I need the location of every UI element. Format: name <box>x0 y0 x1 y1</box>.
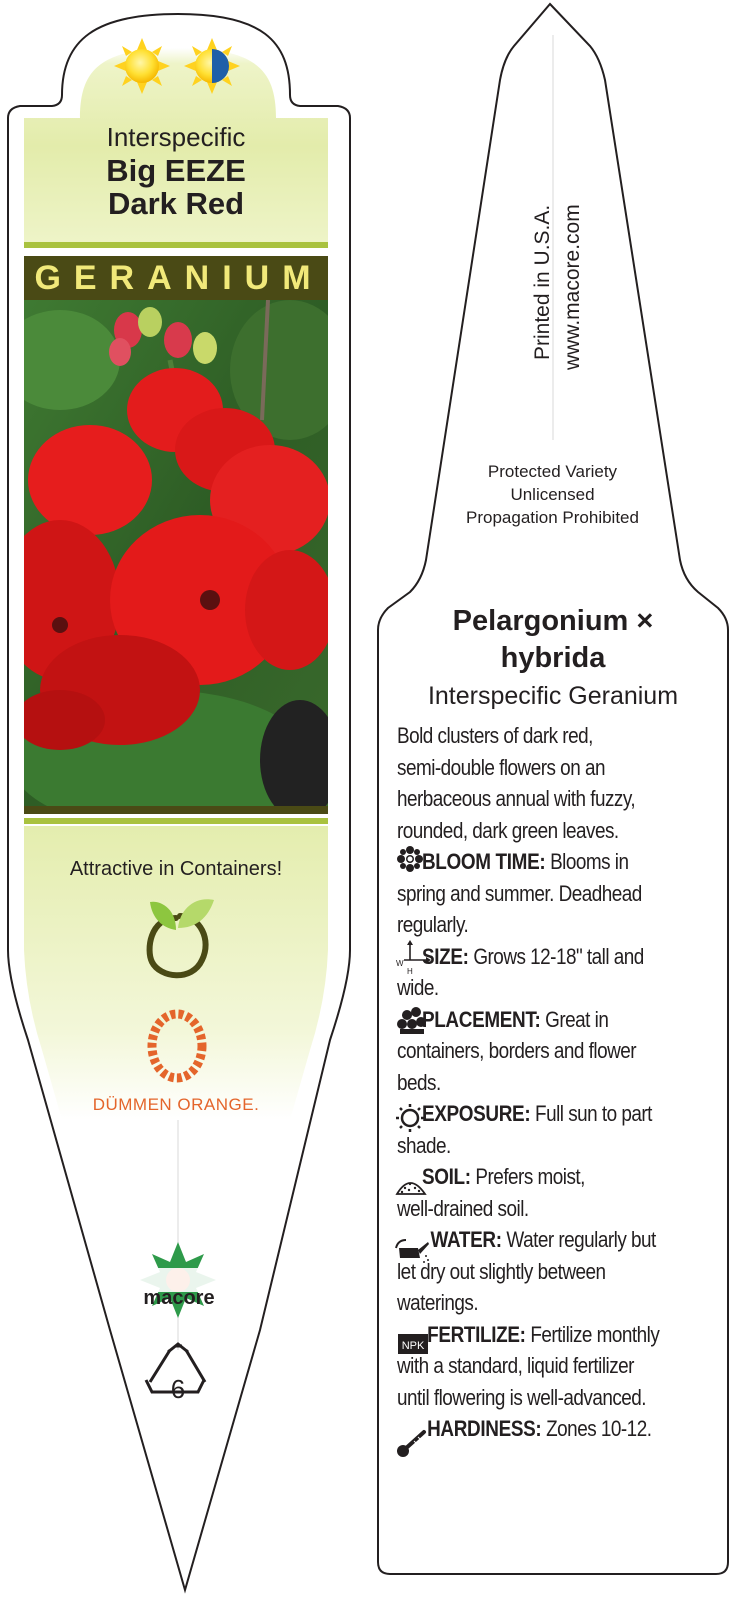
bloom-time-row <box>397 846 724 878</box>
exposure-label: EXPOSURE: <box>421 1101 531 1126</box>
description-line: semi-double flowers on an <box>397 754 605 780</box>
geranium-photo <box>0 300 350 830</box>
bloom-text: Blooms in <box>545 849 629 874</box>
soil-label: SOIL: <box>421 1164 471 1189</box>
common-name: Interspecific Geranium <box>427 682 679 710</box>
exposure-row <box>397 1098 724 1130</box>
water-label: WATER: <box>430 1227 502 1252</box>
bloom-text: regularly. <box>397 912 469 937</box>
soil-text: well-drained soil. <box>397 1195 529 1221</box>
notice-line: Protected Variety <box>487 462 618 481</box>
care-text <box>397 720 724 1445</box>
photo-stripe-bottom-dark <box>24 806 328 814</box>
water-text: waterings. <box>397 1290 479 1315</box>
size-row <box>397 941 724 973</box>
printed-in: Printed in U.S.A. <box>531 204 554 360</box>
notice-line: Unlicensed <box>510 485 595 504</box>
variety-name-line2: Dark Red <box>107 186 245 221</box>
recycle-code: 6 <box>170 1374 186 1404</box>
description-line: herbaceous annual with fuzzy, <box>397 786 636 811</box>
placement-text: containers, borders and flower <box>397 1038 637 1063</box>
hardiness-text: Zones 10-12. <box>541 1416 652 1441</box>
botanical-name-line1: Pelargonium × <box>452 605 654 637</box>
fertilize-text: Fertilize monthly <box>525 1321 660 1347</box>
breeder-name: DÜMMEN ORANGE. <box>92 1095 260 1114</box>
exposure-text: shade. <box>397 1132 451 1158</box>
hardiness-row <box>397 1413 724 1445</box>
website: www.macore.com <box>561 204 584 370</box>
variety-prefix: Interspecific <box>106 122 246 152</box>
water-row <box>397 1224 724 1256</box>
fertilize-text: with a standard, liquid fertilizer <box>397 1353 634 1378</box>
tagline: Attractive in Containers! <box>69 858 283 880</box>
botanical-name-line2: hybrida <box>500 642 606 674</box>
description-line: rounded, dark green leaves. <box>397 817 619 843</box>
svg-text:W: W <box>396 959 404 968</box>
notice-line: Propagation Prohibited <box>466 508 639 527</box>
variety-name-line1: Big EEZE <box>106 153 246 188</box>
size-label: SIZE: <box>421 943 469 969</box>
macore-logo-text: macore <box>143 1287 215 1309</box>
placement-row <box>397 1004 724 1036</box>
water-text: Water regularly but <box>501 1227 656 1252</box>
size-text: wide. <box>397 975 439 1000</box>
genus-label: GERANIUM <box>34 259 324 297</box>
placement-label: PLACEMENT: <box>421 1006 541 1032</box>
bloom-time-label: BLOOM TIME: <box>421 849 546 874</box>
size-text: Grows 12-18" tall and <box>468 943 644 969</box>
soil-row <box>397 1161 724 1193</box>
full-sun-icon <box>114 38 170 94</box>
description-line: Bold clusters of dark red, <box>397 723 593 748</box>
placement-text: beds. <box>397 1069 441 1095</box>
soil-text: Prefers moist, <box>470 1164 585 1189</box>
exposure-text: Full sun to part <box>530 1101 652 1126</box>
title-stripe <box>24 242 328 248</box>
svg-text:H: H <box>407 967 413 976</box>
placement-text: Great in <box>540 1006 609 1032</box>
fertilize-text: until flowering is well-advanced. <box>397 1384 647 1410</box>
fertilize-label: FERTILIZE: <box>427 1321 526 1347</box>
fertilize-row <box>397 1319 724 1351</box>
water-text: let dry out slightly between <box>397 1258 606 1284</box>
svg-text:NPK: NPK <box>401 1340 425 1352</box>
part-sun-icon <box>184 38 240 94</box>
hardiness-label: HARDINESS: <box>427 1416 542 1441</box>
bloom-text: spring and summer. Deadhead <box>397 880 642 906</box>
photo-stripe-bottom-lime <box>24 818 328 824</box>
